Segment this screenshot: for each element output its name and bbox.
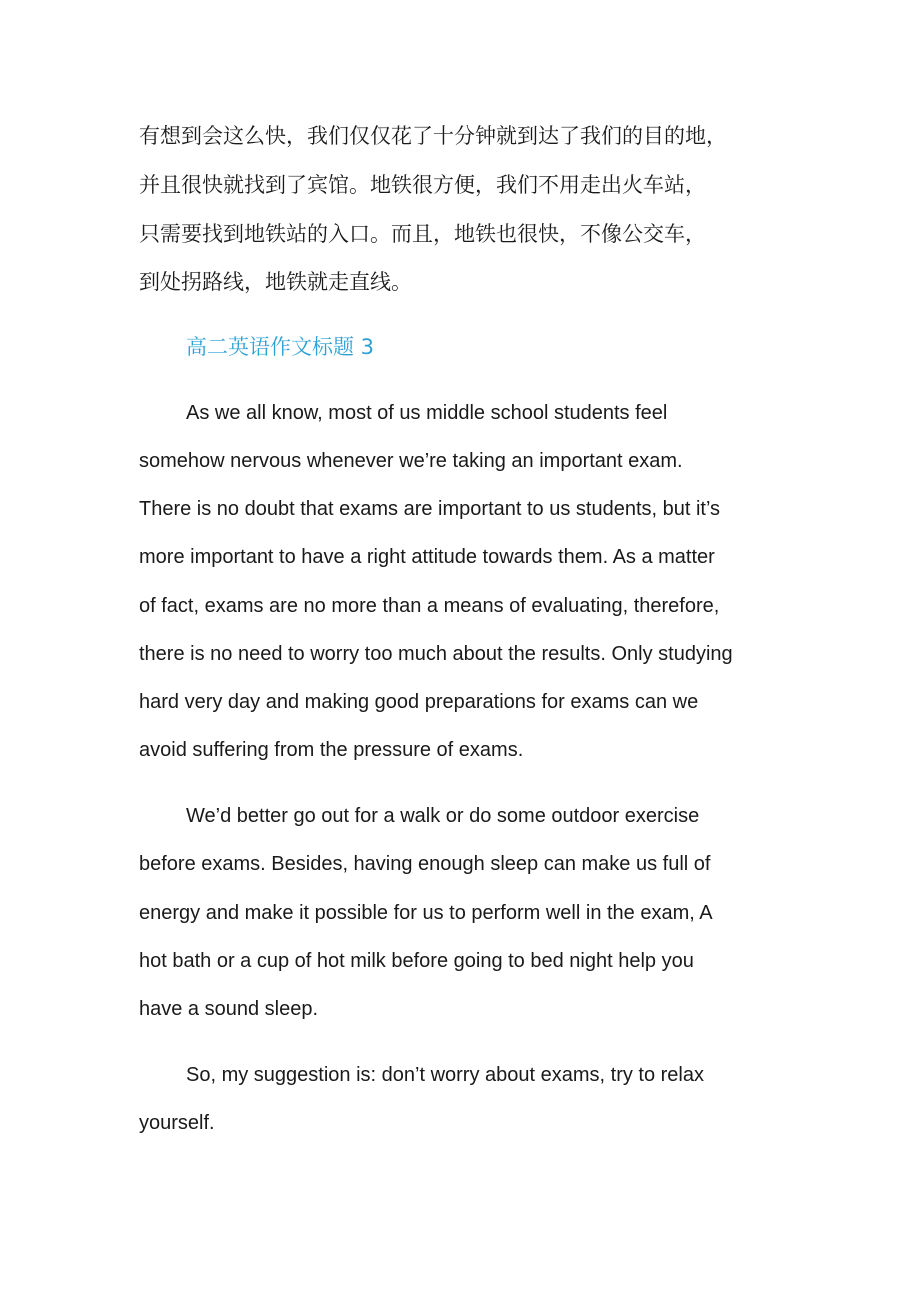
section-heading: 高二英语作文标题 3 [186,335,375,359]
paragraph-1-line-5: of fact, exams are no more than a means of evaluating, therefore, [139,595,720,617]
paragraph-1-line-1: As we all know, most of us middle school students feel [186,402,668,424]
paragraph-2-line-4: hot bath or a cup of hot milk before going to bed night help you [139,950,694,972]
paragraph-1-line-8: avoid suffering from the pressure of exams. [139,739,524,761]
paragraph-1-line-4: more important to have a right attitude towards them. As a matter [139,546,715,568]
paragraph-3-line-2: yourself. [139,1112,215,1134]
chinese-line-3: 只需要找到地铁站的入口。而且，地铁也很快，不像公交车， [139,222,706,246]
chinese-line-2: 并且很快就找到了宾馆。地铁很方便，我们不用走出火车站， [139,173,706,197]
paragraph-2-line-1: We’d better go out for a walk or do some outdoor exercise [186,805,700,827]
paragraph-2-line-2: before exams. Besides, having enough sleep can make us full of [139,853,711,875]
paragraph-1-line-3: There is no doubt that exams are important to us students, but it’s [139,498,721,520]
paragraph-2-line-3: energy and make it possible for us to perform well in the exam, A [139,902,713,924]
paragraph-1-line-7: hard very day and making good preparations for exams can we [139,691,699,713]
paragraph-1-line-6: there is no need to worry too much about the results. Only studying [139,643,733,665]
paragraph-2-line-5: have a sound sleep. [139,998,319,1020]
paragraph-3-line-1: So, my suggestion is: don’t worry about exams, try to relax [186,1064,704,1086]
paragraph-1-line-2: somehow nervous whenever we’re taking an important exam. [139,450,683,472]
chinese-line-4: 到处拐路线，地铁就走直线。 [139,270,412,294]
chinese-line-1: 有想到会这么快，我们仅仅花了十分钟就到达了我们的目的地， [139,124,727,148]
